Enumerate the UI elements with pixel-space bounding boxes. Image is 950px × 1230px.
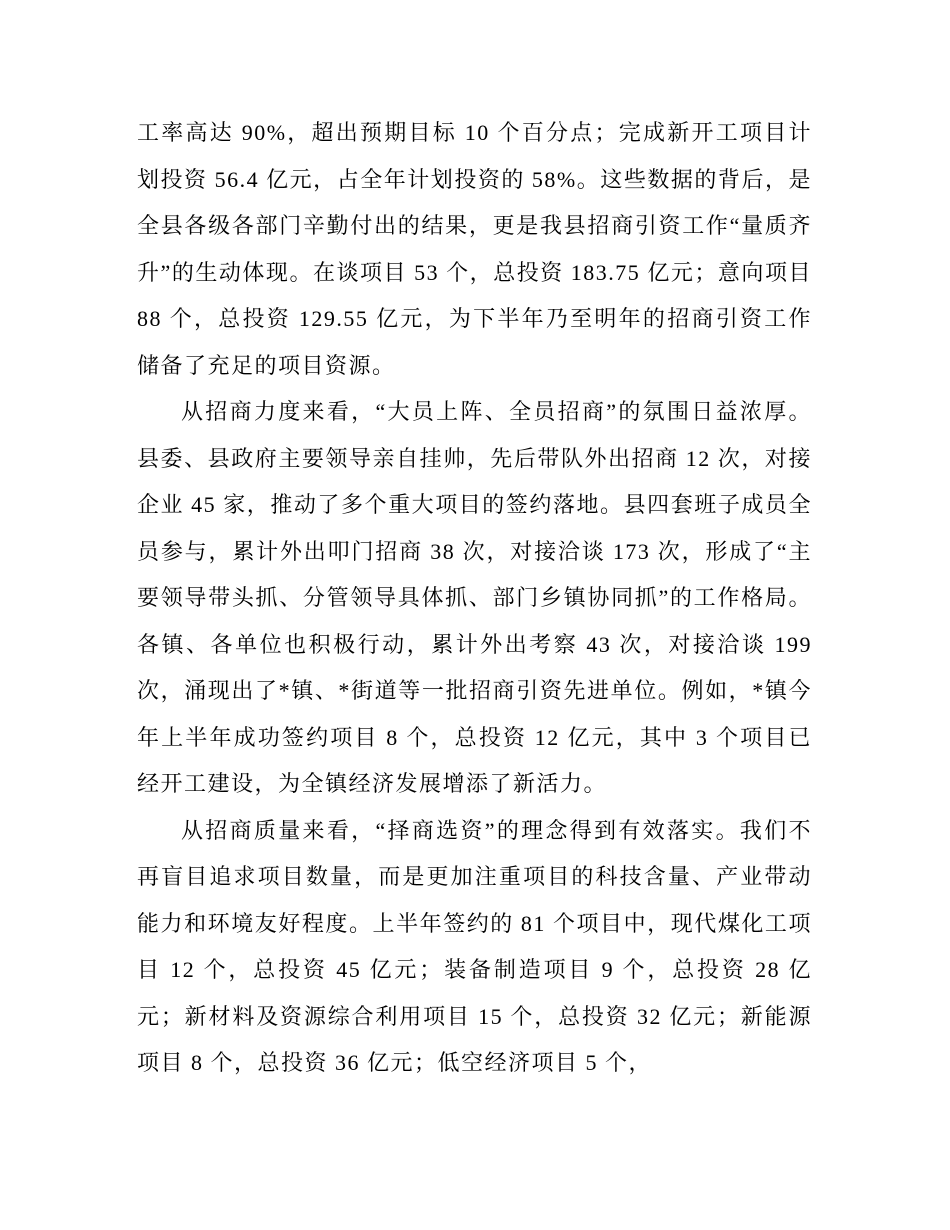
paragraph-investment-quality: 从招商质量来看，“择商选资”的理念得到有效落实。我们不再盲目追求项目数量，而是更加注重项目的科技含量、产业带动能力和环境友好程度。上半年签约的 81 个项目中，现代煤化工项目 12 个，总投资 45 亿元；装备制造项目 9 个，总投资 28 亿元；新材料及资源综合利用项目 15 个，总投资 32 亿元；新能源项目 8 个，总投资 36 亿元；低空经济项目 5 个， <box>137 817 812 1075</box>
paragraph-investment-effort: 从招商力度来看，“大员上阵、全员招商”的氛围日益浓厚。县委、县政府主要领导亲自挂帅，先后带队外出招商 12 次，对接企业 45 家，推动了多个重大项目的签约落地。县四套班子成员全员参与，累计外出叩门招商 38 次，对接洽谈 173 次，形成了“主要领导带头抓、分管领导具体抓、部门乡镇协同抓”的工作格局。各镇、各单位也积极行动，累计外出考察 43 次，对接洽谈 199 次，涌现出了*镇、*街道等一批招商引资先进单位。例如，*镇今年上半年成功签约项目 8 个，总投资 12 亿元，其中 3 个项目已经开工建设，为全镇经济发展增添了新活力。 <box>137 399 812 796</box>
paragraph-continuation: 工率高达 90%，超出预期目标 10 个百分点；完成新开工项目计划投资 56.4 亿元，占全年计划投资的 58%。这些数据的背后，是全县各级各部门辛勤付出的结果，更是我县招商引资工作“量质齐升”的生动体现。在谈项目 53 个，总投资 183.75 亿元；意向项目 88 个，总投资 129.55 亿元，为下半年乃至明年的招商引资工作储备了充足的项目资源。 <box>137 120 812 378</box>
document-text-block <box>137 110 812 1087</box>
